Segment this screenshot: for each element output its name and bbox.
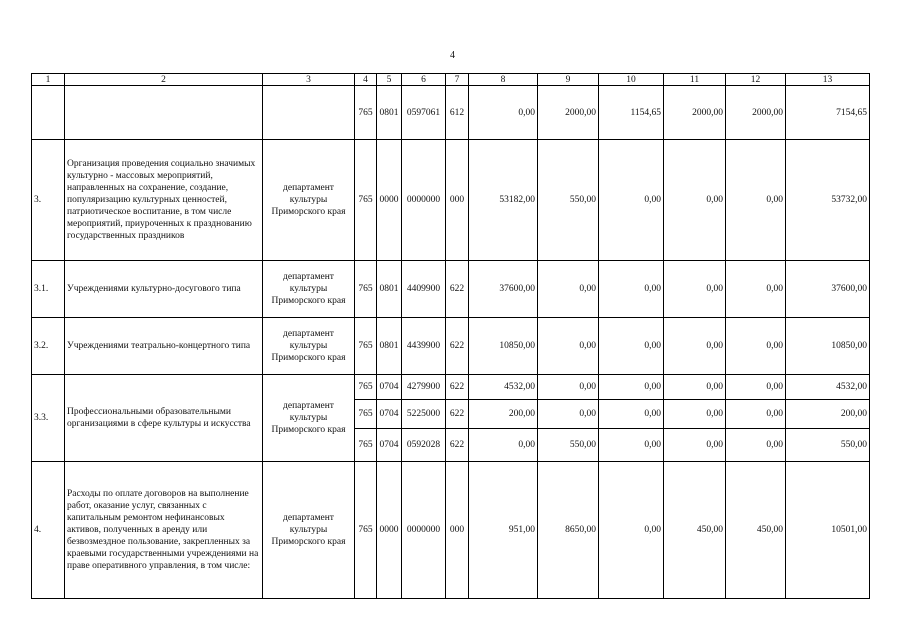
cell-col-12: 0,00 [726, 140, 786, 261]
column-header-7: 7 [446, 74, 469, 86]
cell-col-7: 000 [446, 140, 469, 261]
cell-col-6: 0592028 [402, 429, 446, 462]
table-row [32, 261, 870, 318]
cell-col-4: 765 [355, 140, 377, 261]
row-index: 4. [32, 462, 65, 599]
cell-col-7: 622 [446, 429, 469, 462]
cell-col-13: 37600,00 [786, 261, 870, 318]
cell-col-5: 0704 [377, 429, 402, 462]
column-header-13: 13 [786, 74, 870, 86]
cell-col-11: 0,00 [664, 140, 726, 261]
cell-col-6: 0000000 [402, 462, 446, 599]
table-row [32, 462, 870, 599]
cell-col-9: 0,00 [538, 261, 599, 318]
column-header-10: 10 [599, 74, 664, 86]
cell-col-5: 0704 [377, 375, 402, 400]
cell-col-8: 4532,00 [469, 375, 538, 400]
cell-col-12: 0,00 [726, 261, 786, 318]
column-header-8: 8 [469, 74, 538, 86]
cell-col-13: 7154,65 [786, 86, 870, 140]
cell-col-9: 550,00 [538, 140, 599, 261]
cell-col-13: 53732,00 [786, 140, 870, 261]
cell-col-6: 4409900 [402, 261, 446, 318]
cell-col-6: 4279900 [402, 375, 446, 400]
cell-col-7: 612 [446, 86, 469, 140]
row-name: Профессиональными образовательными организациями в сфере культуры и искусства [65, 375, 263, 462]
cell-col-5: 0704 [377, 400, 402, 429]
table-row [32, 375, 870, 400]
row-index: 3.3. [32, 375, 65, 462]
cell-col-11: 0,00 [664, 400, 726, 429]
cell-col-6: 4439900 [402, 318, 446, 375]
row-department: департамент культуры Приморского края [263, 261, 355, 318]
cell-col-7: 622 [446, 375, 469, 400]
cell-col-12: 0,00 [726, 400, 786, 429]
cell-col-5: 0000 [377, 140, 402, 261]
table-row [32, 318, 870, 375]
column-header-2: 2 [65, 74, 263, 86]
cell-col-12: 0,00 [726, 429, 786, 462]
cell-col-12: 2000,00 [726, 86, 786, 140]
page-number: 4 [450, 50, 455, 61]
cell-col-11: 0,00 [664, 375, 726, 400]
cell-col-10: 1154,65 [599, 86, 664, 140]
cell-col-13: 10850,00 [786, 318, 870, 375]
cell-col-10: 0,00 [599, 429, 664, 462]
cell-col-4: 765 [355, 318, 377, 375]
row-name: Учреждениями театрально-концертного типа [65, 318, 263, 375]
cell-col-9: 2000,00 [538, 86, 599, 140]
cell-col-4: 765 [355, 429, 377, 462]
cell-col-4: 765 [355, 86, 377, 140]
cell-col-13: 10501,00 [786, 462, 870, 599]
cell-col-5: 0000 [377, 462, 402, 599]
row-department [263, 86, 355, 140]
cell-col-9: 8650,00 [538, 462, 599, 599]
cell-col-4: 765 [355, 400, 377, 429]
cell-col-8: 10850,00 [469, 318, 538, 375]
cell-col-8: 200,00 [469, 400, 538, 429]
cell-col-8: 0,00 [469, 86, 538, 140]
row-department: департамент культуры Приморского края [263, 462, 355, 599]
cell-col-12: 450,00 [726, 462, 786, 599]
row-name: Организация проведения социально значимых культурно - массовых мероприятий, направленных на сохранение, создание, популяризацию культурных ценностей, патриотическое воспитание, в том числе мероприятий, приуроченных к празднованию государственных праздников [65, 140, 263, 261]
cell-col-10: 0,00 [599, 318, 664, 375]
row-department: департамент культуры Приморского края [263, 140, 355, 261]
cell-col-13: 550,00 [786, 429, 870, 462]
budget-table [31, 73, 870, 599]
table-body [32, 74, 870, 599]
cell-col-9: 550,00 [538, 429, 599, 462]
row-name: Расходы по оплате договоров на выполнение работ, оказание услуг, связанных с капитальным ремонтом нефинансовых активов, полученных в аренду или безвозмездное пользование, закрепленных за краевыми государственными учреждениями на праве оперативного управления, в том числе: [65, 462, 263, 599]
cell-col-5: 0801 [377, 318, 402, 375]
cell-col-12: 0,00 [726, 318, 786, 375]
cell-col-10: 0,00 [599, 140, 664, 261]
cell-col-11: 450,00 [664, 462, 726, 599]
cell-col-9: 0,00 [538, 400, 599, 429]
table-row [32, 140, 870, 261]
cell-col-6: 5225000 [402, 400, 446, 429]
cell-col-6: 0000000 [402, 140, 446, 261]
cell-col-7: 000 [446, 462, 469, 599]
row-department: департамент культуры Приморского края [263, 318, 355, 375]
cell-col-10: 0,00 [599, 261, 664, 318]
row-index: 3.2. [32, 318, 65, 375]
row-name [65, 86, 263, 140]
cell-col-10: 0,00 [599, 375, 664, 400]
row-index: 3.1. [32, 261, 65, 318]
column-header-4: 4 [355, 74, 377, 86]
cell-col-11: 0,00 [664, 318, 726, 375]
column-header-11: 11 [664, 74, 726, 86]
cell-col-6: 0597061 [402, 86, 446, 140]
column-header-1: 1 [32, 74, 65, 86]
cell-col-8: 951,00 [469, 462, 538, 599]
cell-col-9: 0,00 [538, 375, 599, 400]
cell-col-13: 200,00 [786, 400, 870, 429]
cell-col-10: 0,00 [599, 462, 664, 599]
cell-col-4: 765 [355, 375, 377, 400]
row-index: 3. [32, 140, 65, 261]
row-department: департамент культуры Приморского края [263, 375, 355, 462]
cell-col-7: 622 [446, 318, 469, 375]
cell-col-4: 765 [355, 462, 377, 599]
cell-col-5: 0801 [377, 86, 402, 140]
cell-col-4: 765 [355, 261, 377, 318]
column-header-9: 9 [538, 74, 599, 86]
header-row [32, 74, 870, 86]
cell-col-11: 0,00 [664, 429, 726, 462]
cell-col-10: 0,00 [599, 400, 664, 429]
column-header-3: 3 [263, 74, 355, 86]
row-index [32, 86, 65, 140]
table-row [32, 86, 870, 140]
cell-col-5: 0801 [377, 261, 402, 318]
cell-col-7: 622 [446, 261, 469, 318]
column-header-12: 12 [726, 74, 786, 86]
cell-col-13: 4532,00 [786, 375, 870, 400]
column-header-5: 5 [377, 74, 402, 86]
cell-col-11: 2000,00 [664, 86, 726, 140]
cell-col-11: 0,00 [664, 261, 726, 318]
cell-col-8: 0,00 [469, 429, 538, 462]
cell-col-8: 37600,00 [469, 261, 538, 318]
cell-col-7: 622 [446, 400, 469, 429]
column-header-6: 6 [402, 74, 446, 86]
cell-col-12: 0,00 [726, 375, 786, 400]
cell-col-9: 0,00 [538, 318, 599, 375]
cell-col-8: 53182,00 [469, 140, 538, 261]
row-name: Учреждениями культурно-досугового типа [65, 261, 263, 318]
